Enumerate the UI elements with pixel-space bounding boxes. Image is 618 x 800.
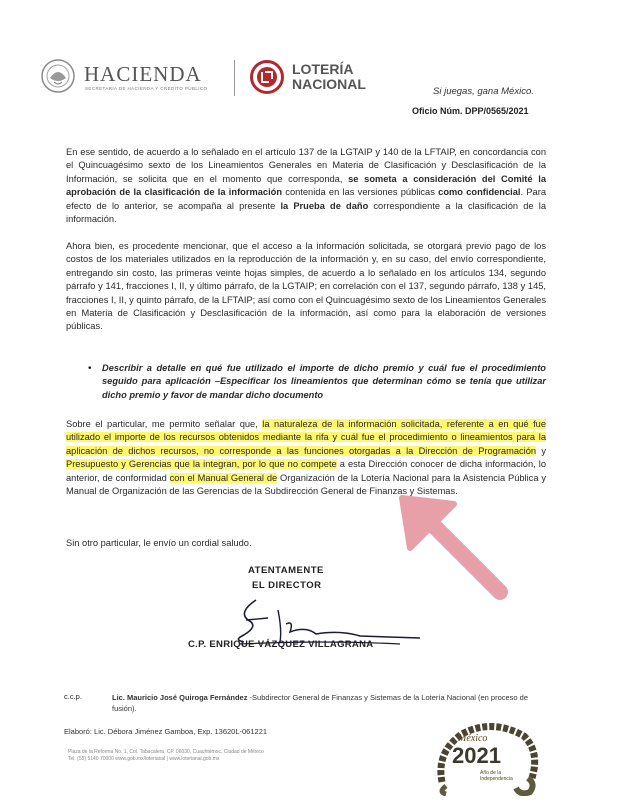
p1-segment: contenida en las versiones públicas xyxy=(282,187,439,198)
address-line-1: Plaza de la Reforma No. 1, Col. Tabacalera, CP. 06030, Cuauhtémoc, Ciudad de México xyxy=(68,749,264,755)
p3-segment: la naturaleza de la información solicitada, referente a en qué fue utilizado el importe de los recursos obtenidos mediante la rifa y cuál fue el procedimiento o lineamientos para la aplicación de dichos recursos, no corresponde a las funciones otorgadas a la Dirección de Programación xyxy=(66,419,546,456)
p3-segment: Presupuesto y Gerencias que la integran, por lo que no compete xyxy=(66,459,337,470)
footer-address xyxy=(68,749,398,763)
ccp-label: c.c.p. xyxy=(64,692,82,701)
p1-segment: correspondiente a la clasificación de la información. xyxy=(66,200,546,225)
p3-segment: Organización de la Lotería Nacional para la Asistencia Pública y Manual de Organización de las Gerencias de la Subdirección General de Finanzas y Sistemas. xyxy=(66,472,546,497)
address-line-2: Tel. (55) 5140 70000 www.gob.mx/loterianal | www.loterianal.gob.mx xyxy=(68,756,220,762)
paragraph-4: Sin otro particular, le envío un cordial saludo. xyxy=(66,538,252,548)
closing-text: ATENTAMENTE xyxy=(248,565,324,576)
annotation-arrow xyxy=(388,490,512,600)
loteria-logo-text xyxy=(292,62,366,92)
p3-segment: Sobre el particular, me permito señalar que, xyxy=(66,419,263,429)
loteria-line1: LOTERÍA xyxy=(292,61,354,77)
prepared-by: Elaboró: Lic. Débora Jiménez Gamboa, Exp. 13620L-061221 xyxy=(64,727,268,736)
hacienda-logo-text: HACIENDA xyxy=(84,62,202,86)
hacienda-subtitle: SECRETARÍA DE HACIENDA Y CRÉDITO PÚBLICO xyxy=(85,86,208,91)
loteria-line2: NACIONAL xyxy=(292,76,366,92)
p2-segment: Ahora bien, es procedente mencionar, que el acceso a la información solicitada, se otorgará previo pago de los costos de los materiales utilizados en la reproducción de la información y, en su caso, del envío correspondiente, entregando sin costo, las primeras veinte hojas simples, de acuerdo a lo señalado en los artículos 134, segundo párrafo y 141, fracciones I, II, y último párrafo, de la LGTAIP; en correlación con el 137, segundo párrafo, 138 y 145, fracciones I, II, y quinto párrafo, de la LFTAIP; así como con el Quincuagésimo sexto de los Lineamientos Generales en Materia de Clasificación y Desclasificación de la información, así como para la elaboración de versiones públicas. xyxy=(66,241,546,332)
loteria-logo-icon xyxy=(250,60,284,94)
emblem-year: 2021 xyxy=(452,743,501,768)
signer-name: C.P. ENRIQUE VÁZQUEZ VILLAGRANA xyxy=(188,639,374,650)
request-bullet: Describir a detalle en qué fue utilizado el importe de dicho premio y cuál fue el procedimiento seguido para aplicación –Especificar los lineamientos que determinan cómo se tenía que utilizar dicho premio y favor de mandar dicho documento xyxy=(102,363,546,400)
hacienda-seal-logo xyxy=(40,58,76,94)
ccp-description: -Subdirector General de Finanzas y Sistemas de la Lotería Nacional (en proceso de fusión). xyxy=(112,693,529,713)
signer-title: EL DIRECTOR xyxy=(252,580,322,591)
slogan: Si juegas, gana México. xyxy=(433,86,534,97)
header-divider xyxy=(234,60,235,96)
p1-segment: En ese sentido, de acuerdo a lo señalado en el artículo 137 de la LGTAIP y 140 de la LFTAIP, en concordancia con el Quincuagésimo sexto de los Lineamientos Generales en Materia de Clasificación y Desclasificación de la Información, se solicita que en el momento que corresponda, xyxy=(66,147,546,184)
p1-segment: como confidencial xyxy=(438,187,521,198)
ccp-recipient xyxy=(112,692,532,714)
p1-segment: la Prueba de daño xyxy=(280,200,369,211)
paragraph-1 xyxy=(66,146,546,226)
p1-segment: . Para efecto de lo anterior, se acompaña al presente xyxy=(66,187,546,211)
bullet-point: • xyxy=(88,363,92,374)
emblem-country: México xyxy=(458,733,488,744)
p1-segment: se someta a consideración del Comité la aprobación de la clasificación de la información xyxy=(66,173,546,198)
paragraph-2 xyxy=(66,240,546,334)
p3-segment: y xyxy=(536,445,546,456)
emblem-motto: Año de la Independencia xyxy=(480,770,513,782)
p3-segment: con el Manual General de xyxy=(169,472,278,483)
paragraph-3 xyxy=(66,418,546,498)
ccp-name: Lic. Mauricio José Quiroga Fernández xyxy=(112,693,248,702)
oficio-number: Oficio Núm. DPP/0565/2021 xyxy=(412,106,529,116)
p3-segment: a esta Dirección conocer de dicha información, lo anterior, de conformidad xyxy=(66,459,546,483)
